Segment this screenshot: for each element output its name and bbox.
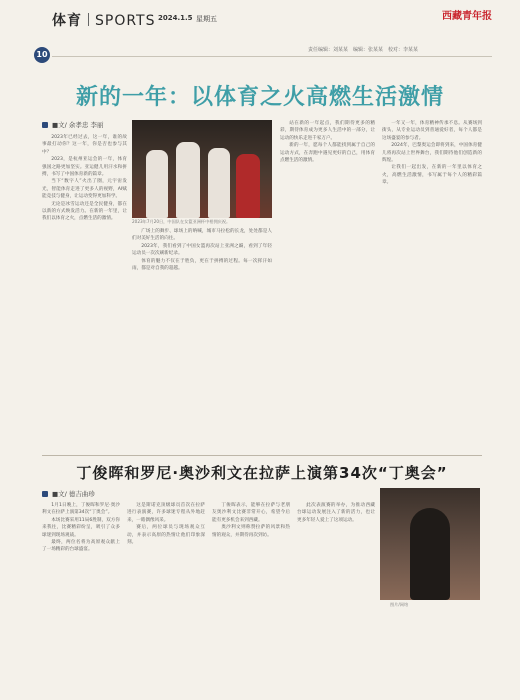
photo-figure	[236, 154, 260, 218]
editor-credits: 责任编辑：刘某某 编辑：张某某 校对：李某某	[308, 47, 419, 53]
paragraph: 广场上的舞步、球场上的呐喊，城市马拉松的长龙，处处都是人们对美好生活的向往。	[132, 229, 272, 242]
section-cn: 体育	[52, 13, 82, 29]
story1-column-4	[382, 120, 482, 450]
page-number-badge: 10	[34, 47, 50, 63]
paragraph: 站在新的一年起点，我们期待更多的精彩，期待体育成为更多人生活中的一部分，让运动的快乐走进千家万户。	[280, 121, 375, 141]
byline-text: ■文/ 余孝忠 李丽	[52, 121, 104, 129]
photo-figure	[146, 150, 168, 218]
paragraph: 2024年，巴黎奥运会即将到来，中国体育健儿将再次站上世界舞台，我们期待他们创造新的辉煌。	[382, 143, 482, 164]
snooker-photo	[380, 488, 480, 600]
paragraph: 此次表演赛的举办，为推动西藏台球运动发展注入了新的活力，也让更多年轻人爱上了这项运动。	[297, 503, 375, 523]
photo-caption: 图片/网络	[390, 602, 409, 607]
photo-caption: 2023年7月20日，中国队在女篮亚洲杯中相拥庆祝。	[132, 219, 231, 224]
paragraph: 奥沙利文则称赞拉萨的风景和热情的观众，并期待再次到访。	[212, 525, 290, 538]
byline-icon	[42, 122, 48, 128]
story2-column-1	[42, 502, 120, 682]
story1-column-1	[42, 134, 127, 449]
paragraph: 2023年已经过去，这一年，谁的故事最打动你？这一年，你是否也参与其中？	[42, 135, 127, 155]
story1-column-2	[132, 228, 272, 450]
byline-text: ■文/ 德吉曲珍	[52, 490, 95, 498]
story1-column-3	[280, 120, 375, 450]
section-title	[52, 10, 156, 30]
basketball-photo	[132, 120, 272, 218]
paragraph: 这是斯诺克顶级球员首次在拉萨进行表演赛，许多球迷专程从外地赶来，一睹偶像风采。	[127, 503, 205, 523]
paragraph: 当下“数字人”火出了圈，元宇宙发光，智能体育走进了更多人的视野，AI赋能竞技与健身，让运动变得更加科学。	[42, 179, 127, 200]
story2-byline	[42, 489, 95, 498]
photo-figure	[176, 142, 200, 218]
photo-figure	[208, 148, 230, 218]
header-rule	[52, 56, 492, 57]
second-headline: 丁俊晖和罗尼·奥沙利文在拉萨上演第34次“丁奥会”	[76, 464, 448, 482]
paper-name: 西藏青年报	[442, 11, 492, 22]
story2-column-4	[297, 502, 375, 682]
paragraph: 1月1日晚上，丁俊晖和罗尼·奥沙利文在拉萨上演第34次“丁奥会”。	[42, 503, 120, 516]
page-header	[0, 0, 520, 46]
paragraph: 一年又一年，体育精神传承不息。从赛场到街头，从专业运动员到普通爱好者，每个人都是这场盛宴的参与者。	[382, 121, 482, 141]
paragraph: 赛后，两位球员与现场观众互动，并表示高原的热情让他们印象深刻。	[127, 525, 205, 546]
paragraph: 体育的魅力不仅在于胜负，更在于拼搏的过程。每一次挥汗如雨，都是对自我的超越。	[132, 258, 272, 272]
paragraph: 2023年，我们看到了中国女篮再次站上亚洲之巅，看到了年轻运动员一次次刷新纪录。	[132, 243, 272, 257]
issue-weekday: 星期五	[196, 15, 217, 23]
paragraph: 丁俊晖表示，能够在拉萨与老朋友奥沙利文比赛非常开心，希望今后能有更多机会来到西藏。	[212, 503, 290, 523]
story2-column-2	[127, 502, 205, 682]
main-headline: 新的一年：以体育之火高燃生活激情	[75, 85, 444, 110]
paragraph: 2023，是杭州亚运会的一年，体育强国之路更加坚实。亚运健儿用汗水和拼搏，书写了中国体育新的篇章。	[42, 157, 127, 178]
paragraph: 无论是冰雪运动还是全民健身，都在以新的方式焕发活力。在新的一年里，让我们以体育之火，点燃生活的激情。	[42, 201, 127, 222]
paragraph: 最终，两位名将为高原观众献上了一场精彩的台球盛宴。	[42, 540, 120, 553]
section-en: SPORTS	[95, 13, 156, 29]
story-divider	[42, 455, 482, 456]
story2-column-3	[212, 502, 290, 682]
byline-icon	[42, 491, 48, 497]
issue-date: 2024.1.5	[158, 14, 193, 22]
story1-byline	[42, 120, 103, 129]
photo-figure	[410, 508, 450, 600]
paragraph: 让我们一起出发，在新的一年里以体育之火，高燃生活激情，书写属于每个人的精彩篇章。	[382, 165, 482, 186]
paragraph: 本场比赛采用11局6胜制，双方你来我往，比赛精彩纷呈，吸引了众多球迷到现场观战。	[42, 517, 120, 538]
section-divider	[88, 13, 89, 26]
paragraph: 新的一年，愿每个人都能找到属于自己的运动方式，在奔跑中遇见更好的自己，用体育点燃生活的激情。	[280, 143, 375, 164]
